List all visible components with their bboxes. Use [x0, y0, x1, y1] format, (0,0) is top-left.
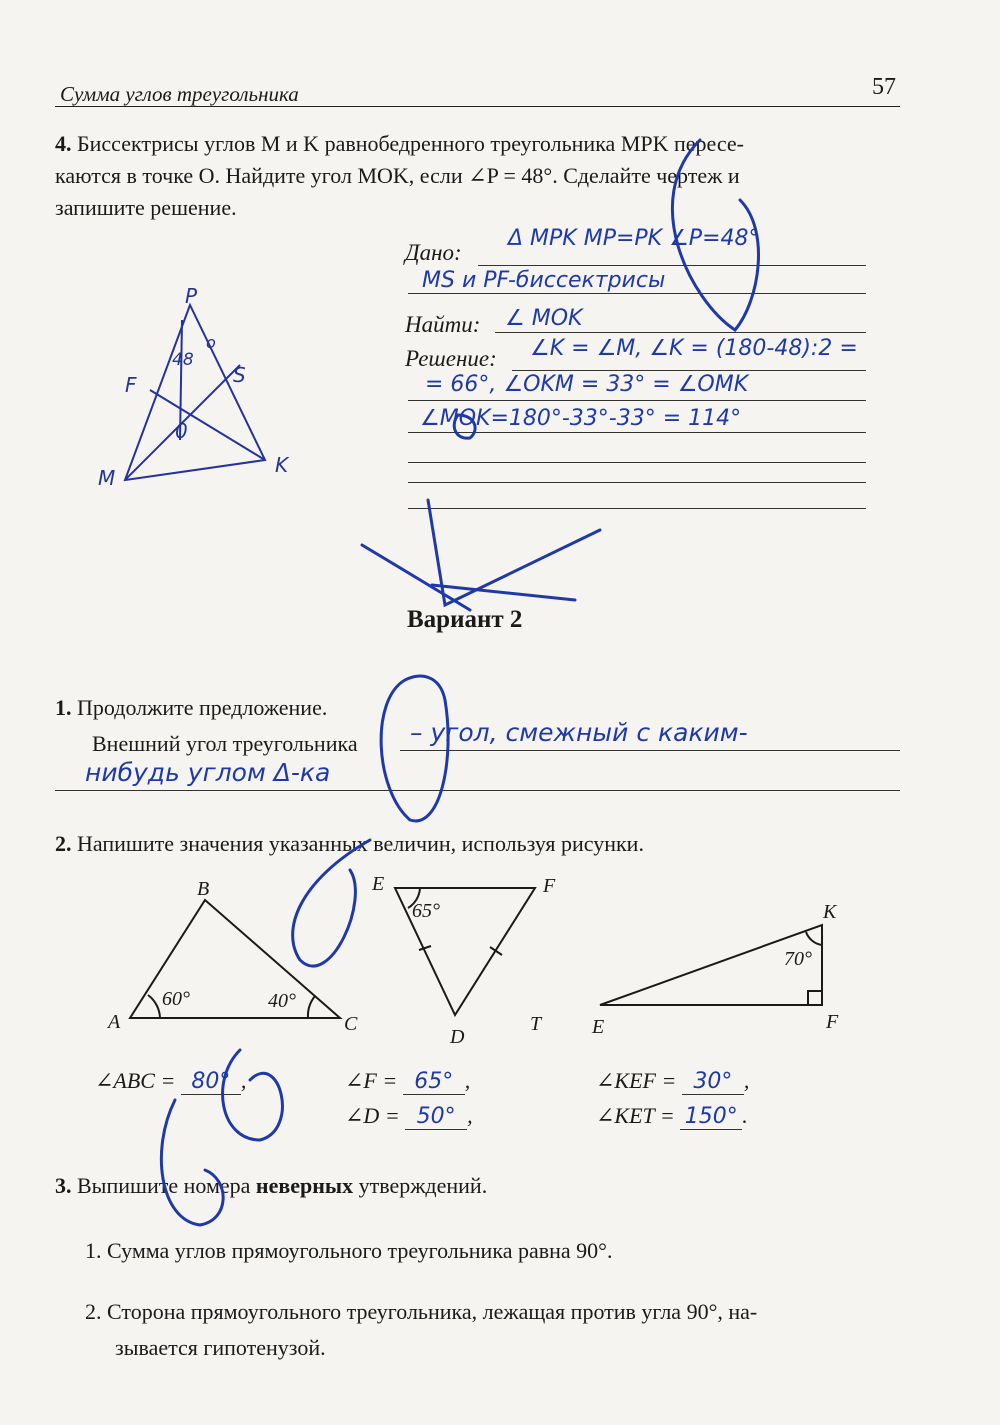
- fig3-angle-k-arc: [806, 932, 822, 945]
- fig1-angle-a-arc: [148, 995, 160, 1018]
- answer-d-label: ∠D =: [345, 1103, 400, 1128]
- task4-line2: каются в точке O. Найдите угол MOK, если ∠P = 48°. Сделайте чертеж и: [55, 163, 740, 188]
- task3-text-after: утверждений.: [358, 1173, 488, 1198]
- scribble-e: [161, 1100, 223, 1225]
- sketch-angle-mark: o: [206, 333, 216, 352]
- task1-line-1: [400, 750, 900, 751]
- fig1-angle-c: 40°: [268, 990, 296, 1012]
- fig2-triangle-efd: [395, 888, 535, 1015]
- sketch-bisector-ms: [125, 365, 240, 480]
- scribble-v-left: [362, 545, 470, 610]
- fig2-angle-e-arc: [408, 888, 420, 908]
- answer-abc-label: ∠ABC =: [95, 1068, 176, 1093]
- task2-text: [55, 828, 644, 860]
- scribble-v-bar: [432, 585, 575, 600]
- answer-d-value: 50°: [405, 1104, 467, 1130]
- task1-hand-2: нибудь углом Δ-ка: [85, 758, 331, 787]
- fig1-triangle-abc: [130, 900, 340, 1018]
- header-divider: [55, 106, 900, 107]
- task1-statement: Продолжите предложение.: [77, 695, 328, 720]
- sketch-angle-48: 48: [172, 350, 194, 370]
- scribble-oval: [381, 676, 448, 821]
- sketch-altitude: [180, 320, 182, 440]
- answer-kef: [596, 1068, 749, 1095]
- answer-f-end: ,: [464, 1068, 471, 1093]
- fig2-label-d: D: [450, 1026, 465, 1048]
- hand-find: ∠ MOK: [505, 306, 583, 331]
- task4-line1: Биссектрисы углов M и K равнобедренного треугольника MPK пересе-: [77, 131, 744, 156]
- fig2-tick-ed: [419, 946, 431, 950]
- sketch-label-o: 0: [175, 419, 188, 443]
- header-title: Сумма углов треугольника: [60, 82, 299, 106]
- sketch-label-f: F: [125, 373, 137, 397]
- task4-text: [55, 128, 905, 224]
- task1-text: [55, 692, 327, 724]
- task3-text: [55, 1170, 487, 1202]
- hand-given-2: MS и PF-биссектрисы: [422, 268, 666, 293]
- answer-abc-value: 80°: [181, 1069, 241, 1095]
- sketch-triangle: [125, 305, 265, 480]
- fig2-label-e: E: [372, 873, 385, 895]
- fig3-label-k: K: [823, 901, 837, 923]
- task4-line3: запишите решение.: [55, 195, 237, 220]
- fig1-label-b: B: [197, 878, 210, 900]
- answer-f: [345, 1068, 470, 1095]
- task1-hand-1: – угол, смежный с каким-: [410, 718, 748, 747]
- fig3-label-f: F: [826, 1011, 839, 1033]
- find-label: Найти:: [405, 312, 481, 337]
- answer-abc-end: ,: [240, 1068, 247, 1093]
- sketch-label-m: M: [98, 466, 116, 490]
- scribble-s: [223, 1050, 283, 1140]
- fig2-label-t: T: [530, 1013, 542, 1035]
- fig3-right-angle: [808, 991, 822, 1005]
- task3-text-before: Выпишите номера: [77, 1173, 251, 1198]
- given-line-2: [408, 293, 866, 294]
- task2-number: 2.: [55, 831, 72, 856]
- sketch-bisector-kf: [150, 390, 265, 460]
- answer-f-value: 65°: [403, 1069, 465, 1095]
- task1-number: 1.: [55, 695, 72, 720]
- scribble-v-right: [428, 500, 600, 605]
- page-number: 57: [872, 74, 896, 100]
- answer-kef-value: 30°: [682, 1069, 744, 1095]
- hand-solution-3: ∠MOK=180°-33°-33° = 114°: [420, 406, 742, 431]
- fig2-angle-e: 65°: [412, 900, 440, 922]
- task3-text-bold: неверных: [255, 1173, 354, 1198]
- sketch-label-p: P: [185, 284, 198, 308]
- task4-number: 4.: [55, 131, 72, 156]
- fig1-angle-a: 60°: [162, 988, 190, 1010]
- solution-line-1: [512, 370, 866, 371]
- given-line-1: [478, 265, 866, 266]
- hand-given-1: Δ MPK MP=PK ∠P=48°: [508, 226, 760, 251]
- find-line: [495, 332, 866, 333]
- fig3-angle-k: 70°: [784, 948, 812, 970]
- sketch-label-s: S: [233, 363, 246, 387]
- task3-number: 3.: [55, 1173, 72, 1198]
- fig3-triangle-kef: [600, 925, 822, 1005]
- answer-d-end: ,: [467, 1103, 473, 1128]
- hand-solution-1: ∠K = ∠M, ∠K = (180-48):2 =: [530, 336, 858, 361]
- answer-ket-end: .: [742, 1103, 748, 1128]
- fig2-tick-fd: [490, 947, 502, 955]
- hand-solution-2: = 66°, ∠OKM = 33° = ∠OMK: [425, 372, 749, 397]
- task1-prompt: Внешний угол треугольника: [92, 731, 358, 756]
- variant-title: Вариант 2: [407, 606, 523, 633]
- answer-f-label: ∠F =: [345, 1068, 398, 1093]
- task3-item-2: 2. Сторона прямоугольного треугольника, лежащая против угла 90°, на-: [85, 1299, 758, 1324]
- answer-ket-label: ∠KET =: [596, 1103, 675, 1128]
- fig1-label-c: C: [344, 1013, 358, 1035]
- task3-item-2-cont: зывается гипотенузой.: [115, 1335, 326, 1360]
- solution-line-5: [408, 482, 866, 483]
- given-label: Дано:: [405, 240, 462, 265]
- solution-line-4: [408, 462, 866, 463]
- fig3-label-e: E: [592, 1016, 605, 1038]
- answer-abc: [95, 1068, 246, 1095]
- solution-line-2: [408, 400, 866, 401]
- task2-statement: Напишите значения указанных величин, используя рисунки.: [77, 831, 644, 856]
- solution-line-6: [408, 508, 866, 509]
- fig1-label-a: A: [108, 1011, 121, 1033]
- task1-line-2: [55, 790, 900, 791]
- answer-kef-label: ∠KEF =: [596, 1068, 677, 1093]
- answer-ket: [596, 1103, 748, 1130]
- answer-kef-end: ,: [743, 1068, 750, 1093]
- solution-label: Решение:: [405, 346, 497, 371]
- task3-item-1: 1. Сумма углов прямоугольного треугольника равна 90°.: [85, 1238, 613, 1263]
- sketch-label-k: K: [275, 453, 289, 477]
- fig1-angle-c-arc: [308, 996, 315, 1018]
- fig2-label-f: F: [543, 875, 556, 897]
- solution-line-3: [408, 432, 866, 433]
- answer-ket-value: 150°: [680, 1104, 742, 1130]
- answer-d: [345, 1103, 473, 1130]
